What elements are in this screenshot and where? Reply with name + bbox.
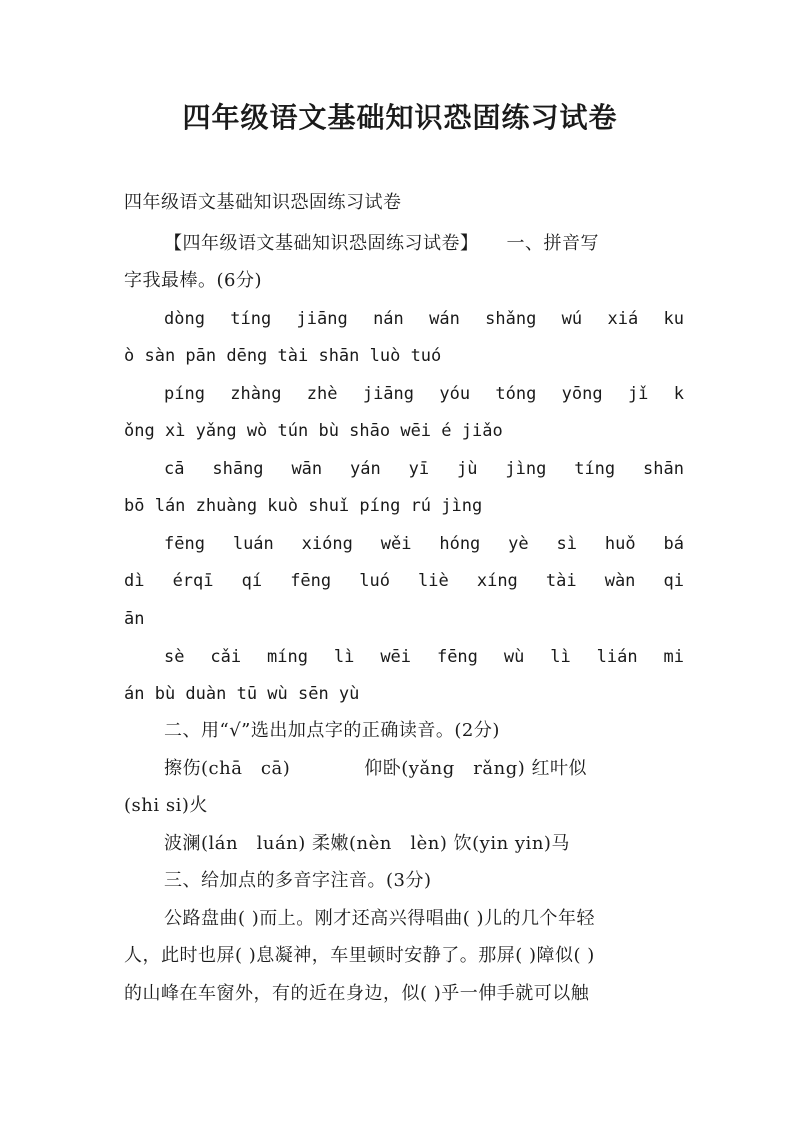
subtitle-line: 四年级语文基础知识恐固练习试卷 — [124, 192, 402, 213]
paragraph-line: 人，此时也屏( )息凝神，车里顿时安静了。那屏( )障似( ) — [124, 945, 595, 966]
pinyin-line: dòng tíng jiāng nán wán shǎng wú xiá ku — [164, 309, 684, 329]
pinyin-line: ò sàn pān dēng tài shān luò tuó — [124, 346, 442, 366]
pinyin-line: cā shāng wān yán yī jù jìng tíng shān — [164, 459, 684, 479]
question-line: (shi si)火 — [124, 795, 208, 816]
section-three-heading: 三、给加点的多音字注音。(3分) — [164, 870, 432, 891]
pinyin-line: dì érqī qí fēng luó liè xíng tài wàn qi — [124, 571, 684, 591]
pinyin-line: án bù duàn tū wù sēn yù — [124, 684, 360, 704]
pinyin-line: píng zhàng zhè jiāng yóu tóng yōng jǐ k — [164, 384, 684, 404]
pinyin-line: fēng luán xióng wěi hóng yè sì huǒ bá — [164, 534, 684, 554]
document-title: 四年级语文基础知识恐固练习试卷 — [182, 101, 618, 134]
question-line: 波澜(lán luán) 柔嫩(nèn lèn) 饮(yin yin)马 — [164, 833, 570, 854]
pinyin-line: ǒng xì yǎng wò tún bù shāo wēi é jiǎo — [124, 421, 503, 441]
pinyin-line: bō lán zhuàng kuò shuǐ píng rú jìng — [124, 496, 483, 516]
section-two-heading: 二、用“√”选出加点字的正确读音。(2分) — [164, 720, 500, 741]
section-one-heading-cont: 字我最棒。(6分) — [124, 270, 262, 291]
pinyin-line: sè cǎi míng lì wēi fēng wù lì lián mi — [164, 647, 684, 667]
question-line: 擦伤(chā cā) 仰卧(yǎng rǎng) 红叶似 — [164, 758, 587, 779]
section-one-heading: 【四年级语文基础知识恐固练习试卷】 一、拼音写 — [164, 233, 599, 254]
paragraph-line: 的山峰在车窗外，有的近在身边，似( )乎一伸手就可以触 — [124, 983, 590, 1004]
paragraph-line: 公路盘曲( )而上。刚才还高兴得唱曲( )儿的几个年轻 — [164, 908, 596, 929]
pinyin-line: ān — [124, 609, 145, 629]
